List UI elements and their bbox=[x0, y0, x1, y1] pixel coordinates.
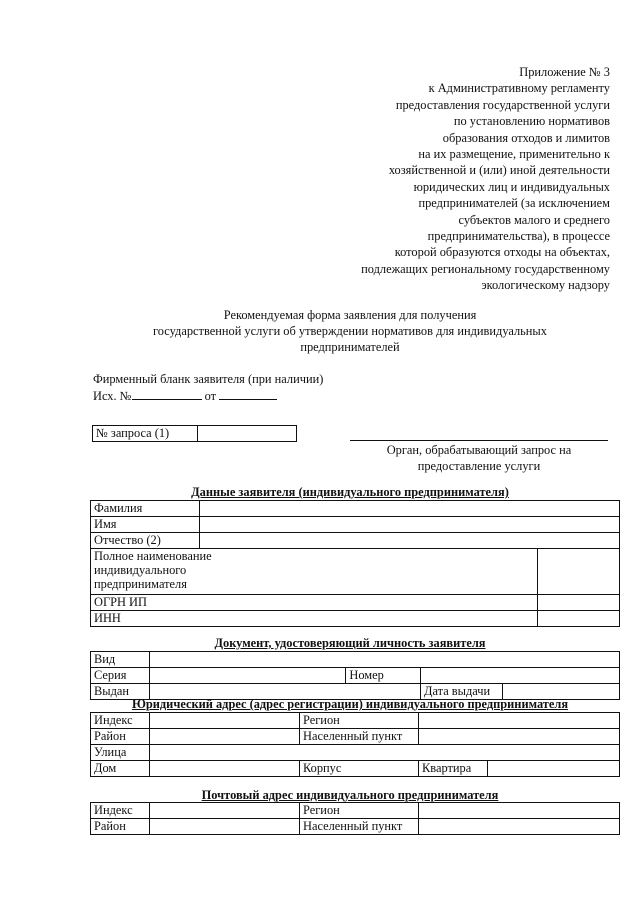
appendix-line: образования отходов и лимитов bbox=[442, 130, 610, 145]
legal-region-label: Регион bbox=[300, 713, 419, 729]
form-title-line: государственной услуги об утверждении нормативов для индивидуальных bbox=[153, 324, 547, 338]
legal-address-heading: Юридический адрес (адрес регистрации) индивидуального предпринимателя bbox=[131, 697, 569, 711]
form-title-line: предпринимателей bbox=[300, 340, 400, 354]
organ-caption-line: предоставление услуги bbox=[417, 459, 541, 473]
doc-series-field[interactable] bbox=[150, 668, 346, 684]
name-label: Имя bbox=[91, 517, 200, 533]
request-number-field[interactable] bbox=[198, 426, 297, 442]
appendix-reference bbox=[310, 64, 610, 294]
surname-label: Фамилия bbox=[91, 501, 200, 517]
postal-region-label: Регион bbox=[300, 803, 419, 819]
applicant-table bbox=[90, 500, 620, 627]
inn-label: ИНН bbox=[91, 611, 538, 627]
legal-locality-label: Населенный пункт bbox=[300, 729, 419, 745]
postal-district-label: Район bbox=[91, 819, 150, 835]
legal-district-field[interactable] bbox=[150, 729, 300, 745]
appendix-line: предпринимателей (за исключением bbox=[418, 196, 610, 211]
letterhead-block bbox=[93, 371, 323, 404]
postal-index-label: Индекс bbox=[91, 803, 150, 819]
appendix-line: к Административному регламенту bbox=[428, 81, 610, 96]
outgoing-number-label: Исх. № bbox=[93, 389, 132, 403]
ogrn-label: ОГРН ИП bbox=[91, 595, 538, 611]
letterhead-label: Фирменный бланк заявителя (при наличии) bbox=[93, 372, 324, 386]
appendix-line: субъектов малого и среднего bbox=[458, 212, 610, 227]
appendix-line: которой образуются отходы на объектах, bbox=[394, 245, 610, 260]
applicant-heading: Данные заявителя (индивидуального предпринимателя) bbox=[191, 485, 509, 499]
organ-signature-line[interactable] bbox=[350, 440, 608, 441]
request-number-label: № запроса (1) bbox=[93, 426, 198, 442]
legal-house-field[interactable] bbox=[150, 761, 300, 777]
postal-address-table bbox=[90, 802, 620, 835]
full-name-field[interactable] bbox=[538, 549, 620, 595]
postal-address-heading: Почтовый адрес индивидуального предпринимателя bbox=[201, 788, 499, 802]
outgoing-date-label: от bbox=[204, 389, 217, 403]
legal-house-label: Дом bbox=[91, 761, 150, 777]
outgoing-date-field[interactable] bbox=[219, 387, 277, 400]
postal-locality-field[interactable] bbox=[419, 819, 620, 835]
postal-locality-label: Населенный пункт bbox=[300, 819, 419, 835]
legal-street-field[interactable] bbox=[150, 745, 620, 761]
appendix-line: хозяйственной и (или) иной деятельности bbox=[388, 163, 610, 178]
doc-issued-label: Выдан bbox=[91, 684, 150, 700]
legal-district-label: Район bbox=[91, 729, 150, 745]
name-field[interactable] bbox=[200, 517, 620, 533]
appendix-line: Приложение № 3 bbox=[519, 65, 610, 79]
postal-index-field[interactable] bbox=[150, 803, 300, 819]
outgoing-number-row bbox=[93, 387, 323, 404]
identity-table bbox=[90, 651, 620, 700]
organ-caption-line: Орган, обрабатывающий запрос на bbox=[386, 443, 572, 457]
appendix-line: предпринимательства), в процессе bbox=[427, 229, 610, 244]
form-title bbox=[80, 307, 620, 355]
doc-series-label: Серия bbox=[91, 668, 150, 684]
legal-index-label: Индекс bbox=[91, 713, 150, 729]
form-title-line: Рекомендуемая форма заявления для получения bbox=[223, 308, 477, 322]
doc-number-field[interactable] bbox=[421, 668, 620, 684]
postal-region-field[interactable] bbox=[419, 803, 620, 819]
legal-address-table bbox=[90, 712, 620, 777]
doc-type-label: Вид bbox=[91, 652, 150, 668]
appendix-line: экологическому надзору bbox=[481, 278, 610, 293]
full-name-label-line: Полное наименование bbox=[94, 549, 212, 563]
legal-locality-field[interactable] bbox=[419, 729, 620, 745]
doc-issue-date-label: Дата выдачи bbox=[421, 684, 503, 700]
full-name-label bbox=[91, 549, 538, 595]
organ-caption bbox=[350, 442, 608, 474]
identity-heading: Документ, удостоверяющий личность заявителя bbox=[214, 636, 486, 650]
request-number-table bbox=[92, 425, 297, 442]
legal-region-field[interactable] bbox=[419, 713, 620, 729]
full-name-label-line: предпринимателя bbox=[94, 577, 187, 591]
legal-index-field[interactable] bbox=[150, 713, 300, 729]
legal-building-label: Корпус bbox=[300, 761, 419, 777]
appendix-line: юридических лиц и индивидуальных bbox=[413, 179, 610, 194]
appendix-line: подлежащих региональному государственному bbox=[361, 261, 610, 276]
postal-district-field[interactable] bbox=[150, 819, 300, 835]
appendix-line: предоставления государственной услуги bbox=[395, 97, 610, 112]
outgoing-number-field[interactable] bbox=[132, 387, 202, 400]
appendix-line: на их размещение, применительно к bbox=[418, 147, 610, 162]
doc-type-field[interactable] bbox=[150, 652, 620, 668]
surname-field[interactable] bbox=[200, 501, 620, 517]
appendix-line: по установлению нормативов bbox=[453, 114, 610, 129]
patronymic-label: Отчество (2) bbox=[91, 533, 200, 549]
legal-apartment-field[interactable] bbox=[488, 761, 620, 777]
legal-apartment-label: Квартира bbox=[419, 761, 488, 777]
legal-street-label: Улица bbox=[91, 745, 150, 761]
patronymic-field[interactable] bbox=[200, 533, 620, 549]
inn-field[interactable] bbox=[538, 611, 620, 627]
doc-number-label: Номер bbox=[346, 668, 421, 684]
ogrn-field[interactable] bbox=[538, 595, 620, 611]
full-name-label-line: индивидуального bbox=[94, 563, 187, 577]
